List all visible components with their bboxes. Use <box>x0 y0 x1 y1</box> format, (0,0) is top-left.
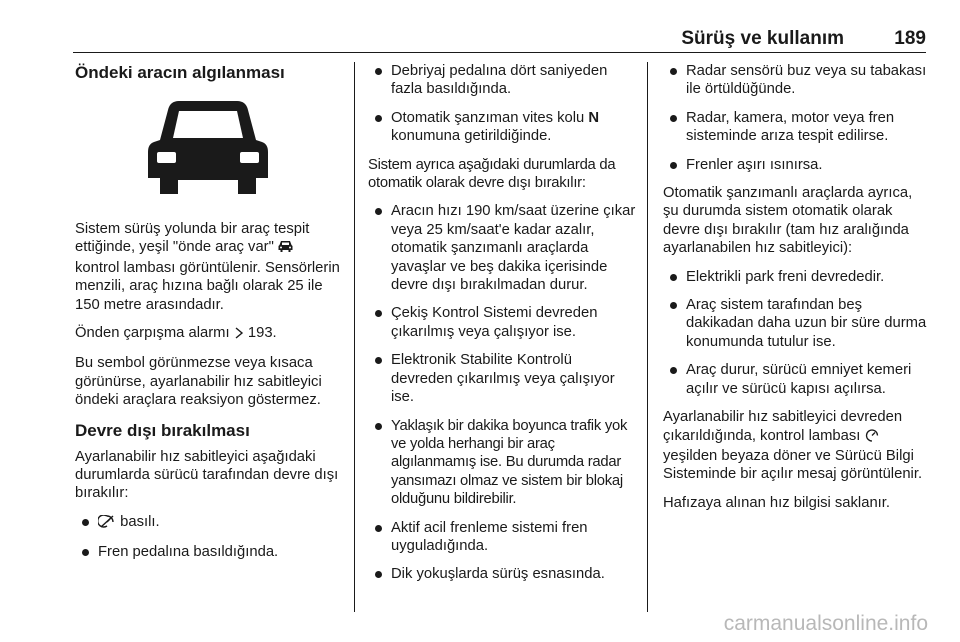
text: kontrol lambası görüntülenir. Sensörlerin menzili, araç hızına bağlı olarak 25 ile 150 metre arasındadır. <box>75 259 340 313</box>
bullet-list <box>75 513 341 562</box>
column-1 <box>75 62 341 572</box>
page-ref-arrow-icon <box>234 326 244 344</box>
text: Sistem sürüş yolunda bir araç tespit ettiğinde, yeşil "önde araç var" <box>75 221 310 256</box>
heading-deactivation: Devre dışı bırakılması <box>75 420 250 440</box>
list-item: Elektrikli park freni devrededir. <box>663 268 931 286</box>
list-item: Çekiş Kontrol Sistemi devreden çıkarılmış veya çalışıyor ise. <box>368 304 636 341</box>
page-reference[interactable]: 193. <box>247 325 277 342</box>
paragraph: Ayarlanabilir hız sabitleyici aşağıdaki durumlarda sürücü tarafından devre dışı bırakılır: <box>75 448 339 502</box>
column-2 <box>368 62 636 594</box>
paragraph: Otomatik şanzımanlı araçlarda ayrıca, şu durumda sistem otomatik olarak devre dışı bırakılır (tam hız aralığında ayarlanabilen hız sabitleyici): <box>663 185 913 257</box>
page-number: 189 <box>894 28 926 49</box>
cruise-control-icon <box>865 429 879 447</box>
list-item: Elektronik Stabilite Kontrolü devreden çıkarılmış veya çalışıyor ise. <box>368 351 636 406</box>
list-item: Yaklaşık bir dakika boyunca trafik yok ve yolda herhangi bir araç algılanmamış ise. Bu durumda radar yansımazı olmaz ve sistem bir blokaj olduğunu bildirebilir. <box>368 417 636 509</box>
list-item: Fren pedalına basıldığında. <box>75 543 341 561</box>
list-item: Radar, kamera, motor veya fren sisteminde arıza tespit edilirse. <box>663 109 931 146</box>
list-item: Debriyaj pedalına dört saniyeden fazla basıldığında. <box>368 62 636 99</box>
bullet-list <box>368 62 636 146</box>
bullet-list <box>663 268 931 398</box>
list-item: Radar sensörü buz veya su tabakası ile örtüldüğünde. <box>663 62 931 99</box>
text: Önden çarpışma alarmı <box>75 325 230 342</box>
heading-vehicle-detection: Öndeki aracın algılanması <box>75 63 285 82</box>
bullet-list <box>368 202 636 583</box>
watermark: carmanualsonline.info <box>723 612 928 635</box>
paragraph: Hafızaya alınan hız bilgisi saklanır. <box>663 494 891 511</box>
paragraph: Bu sembol görünmezse veya kısaca görünürse, ayarlanabilir hız sabitleyici öndeki araçlara reaksiyon göstermez. <box>75 355 322 409</box>
car-front-icon <box>75 96 341 200</box>
paragraph <box>75 220 341 314</box>
bullet-list <box>663 62 931 174</box>
list-item: Frenler aşırı ısınırsa. <box>663 156 931 174</box>
cruise-cancel-icon <box>98 515 116 533</box>
page-header <box>73 22 926 53</box>
list-item: Araç sistem tarafından beş dakikadan daha uzun bir süre durma konumunda tutulur ise. <box>663 296 931 351</box>
column-divider <box>647 62 648 612</box>
list-item: Araç durur, sürücü emniyet kemeri açılır ve sürücü kapısı açılırsa. <box>663 361 931 398</box>
list-item <box>368 109 636 146</box>
text: Otomatik şanzıman vites kolu <box>391 109 585 126</box>
list-item <box>75 513 341 533</box>
gear-position-label: N <box>588 109 600 126</box>
column-3 <box>663 62 931 522</box>
text: konumuna getirildiğinde. <box>391 128 552 145</box>
column-divider <box>354 62 355 612</box>
vehicle-ahead-icon <box>278 240 293 258</box>
text: yeşilden beyaza döner ve Sürücü Bilgi Sisteminde bir açılır mesaj görüntülenir. <box>663 447 923 483</box>
list-item: Aktif acil frenleme sistemi fren uyguladığında. <box>368 519 636 556</box>
paragraph: Sistem ayrıca aşağıdaki durumlarda da otomatik olarak devre dışı bırakılır: <box>368 156 616 192</box>
paragraph <box>663 408 931 484</box>
section-title: Sürüş ve kullanım <box>681 28 844 49</box>
list-item: Dik yokuşlarda sürüş esnasında. <box>368 565 636 583</box>
text: basılı. <box>120 513 160 530</box>
paragraph <box>75 324 341 344</box>
list-item: Aracın hızı 190 km/saat üzerine çıkar veya 25 km/saat'e kadar azalır, otomatik şanzımanlı araçlarda yavaşlar ve beş dakika içerisinde devre dışı bırakılmadan durur. <box>368 202 636 294</box>
text: Ayarlanabilir hız sabitleyici devreden çıkarıldığında, kontrol lambası <box>663 409 903 444</box>
